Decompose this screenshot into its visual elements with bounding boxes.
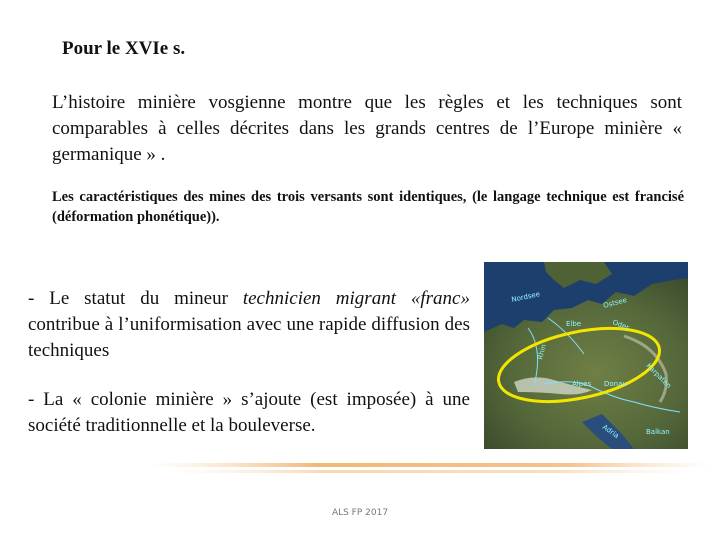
bullet-miner-status-emphasis: technicien migrant «franc» bbox=[242, 288, 470, 309]
bullet-mining-colony: - La « colonie minière » s’ajoute (est imposée) à une société traditionnelle et la bouleverse. bbox=[28, 389, 470, 436]
map-label-ostsee: Ostsee bbox=[602, 295, 628, 310]
map-label-karpaten: Karpaten bbox=[644, 361, 673, 390]
map-label-alpes: Alpes bbox=[572, 380, 592, 388]
decorative-divider bbox=[150, 462, 710, 476]
map-label-adria: Adria bbox=[600, 423, 621, 441]
map-label-balkan: Balkan bbox=[646, 428, 670, 436]
bullet-miner-status-suffix: contribue à l’uniformisation avec une rapide diffusion des techniques bbox=[28, 314, 470, 361]
map-label-donau: Donau bbox=[604, 380, 627, 388]
slide-title: Pour le XVIe s. bbox=[62, 38, 186, 59]
intro-paragraph: L’histoire minière vosgienne montre que les règles et les techniques sont comparables à celles décrites dans les grands centres de l’Europe minière « germanique » . bbox=[52, 92, 682, 165]
footer-text: ALS FP 2017 bbox=[331, 508, 389, 518]
bullet-miner-status bbox=[28, 286, 470, 364]
map-label-elbe: Elbe bbox=[566, 320, 582, 328]
map-label-oder: Oder bbox=[611, 318, 631, 332]
map-label-nordsee: Nordsee bbox=[510, 290, 541, 304]
europe-relief-map bbox=[484, 262, 688, 449]
characteristics-paragraph: Les caractéristiques des mines des trois versants sont identiques, (le langage technique est francisé (déformation phonétique)). bbox=[52, 189, 684, 225]
map-label-rhin: Rhin bbox=[536, 343, 548, 361]
bullet-miner-status-prefix: - Le statut du mineur bbox=[28, 288, 243, 309]
